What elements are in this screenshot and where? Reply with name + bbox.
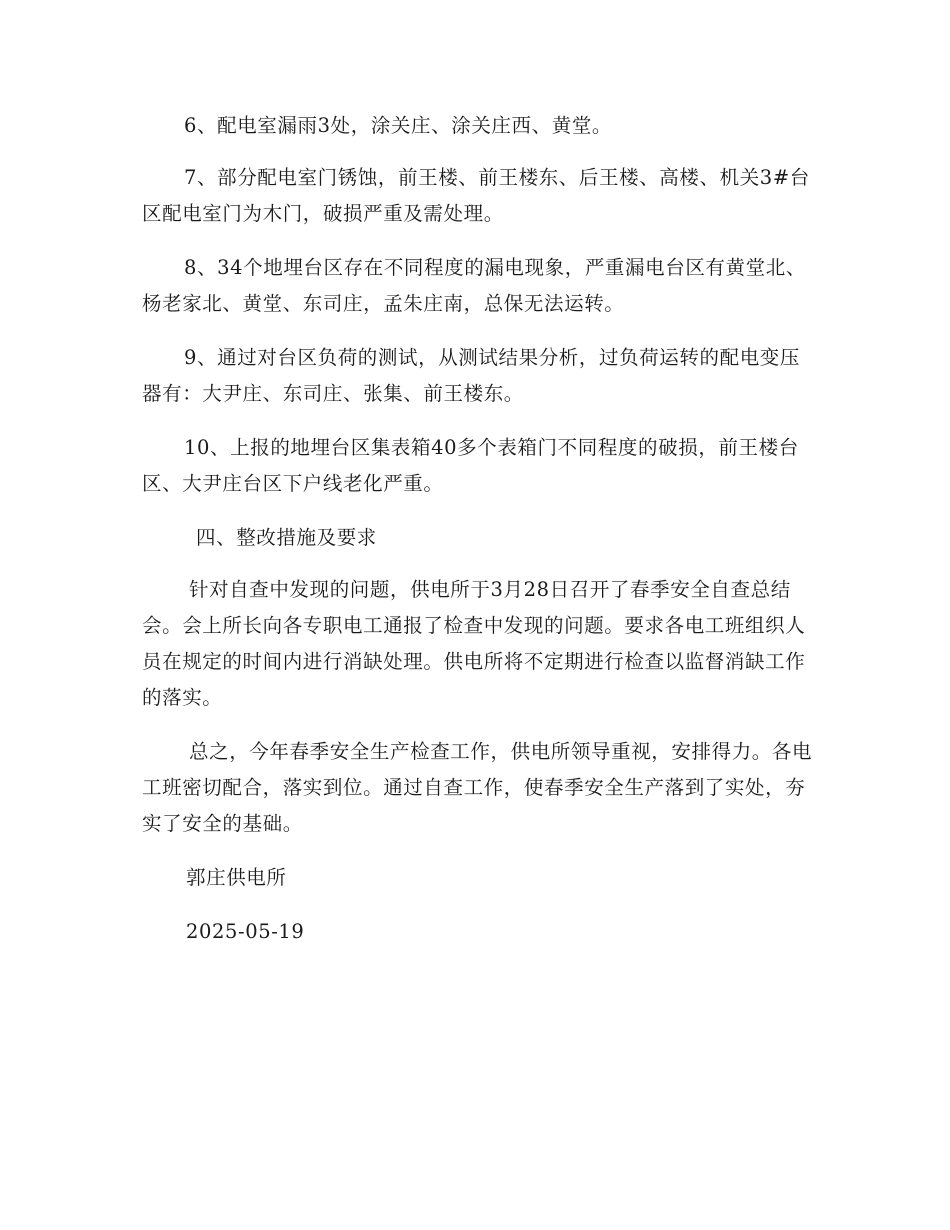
paragraph-summary: 总之，今年春季安全生产检查工作，供电所领导重视，安排得力。各电工班密切配合，落实到位。通过自查工作，使春季安全生产落到了实处，夯实了安全的基础。 (142, 740, 813, 835)
list-item-7: 7、部分配电室门锈蚀，前王楼、前王楼东、后王楼、高楼、机关3#台区配电室门为木门，破损严重及需处理。 (142, 166, 810, 225)
date: 2025-05-19 (186, 920, 305, 943)
paragraph-measures: 针对自查中发现的问题，供电所于3月28日召开了春季安全自查总结会。会上所长向各专职电工通报了检查中发现的问题。要求各电工班组织人员在规定的时间内进行消缺处理。供电所将不定期进行检查以监督消缺工作的落实。 (142, 578, 806, 709)
section-heading: 四、整改措施及要求 (196, 526, 377, 549)
list-item-6: 6、配电室漏雨3处，涂关庄、涂关庄西、黄堂。 (184, 114, 613, 137)
list-item-10: 10、上报的地埋台区集表箱40多个表箱门不同程度的破损，前王楼台区、大尹庄台区下户线老化严重。 (142, 436, 799, 495)
signature: 郭庄供电所 (186, 866, 287, 889)
list-item-9: 9、通过对台区负荷的测试，从测试结果分析，过负荷运转的配电变压器有：大尹庄、东司庄、张集、前王楼东。 (142, 346, 801, 405)
list-item-8: 8、34个地埋台区存在不同程度的漏电现象，严重漏电台区有黄堂北、杨老家北、黄堂、东司庄，孟朱庄南，总保无法运转。 (142, 256, 806, 315)
